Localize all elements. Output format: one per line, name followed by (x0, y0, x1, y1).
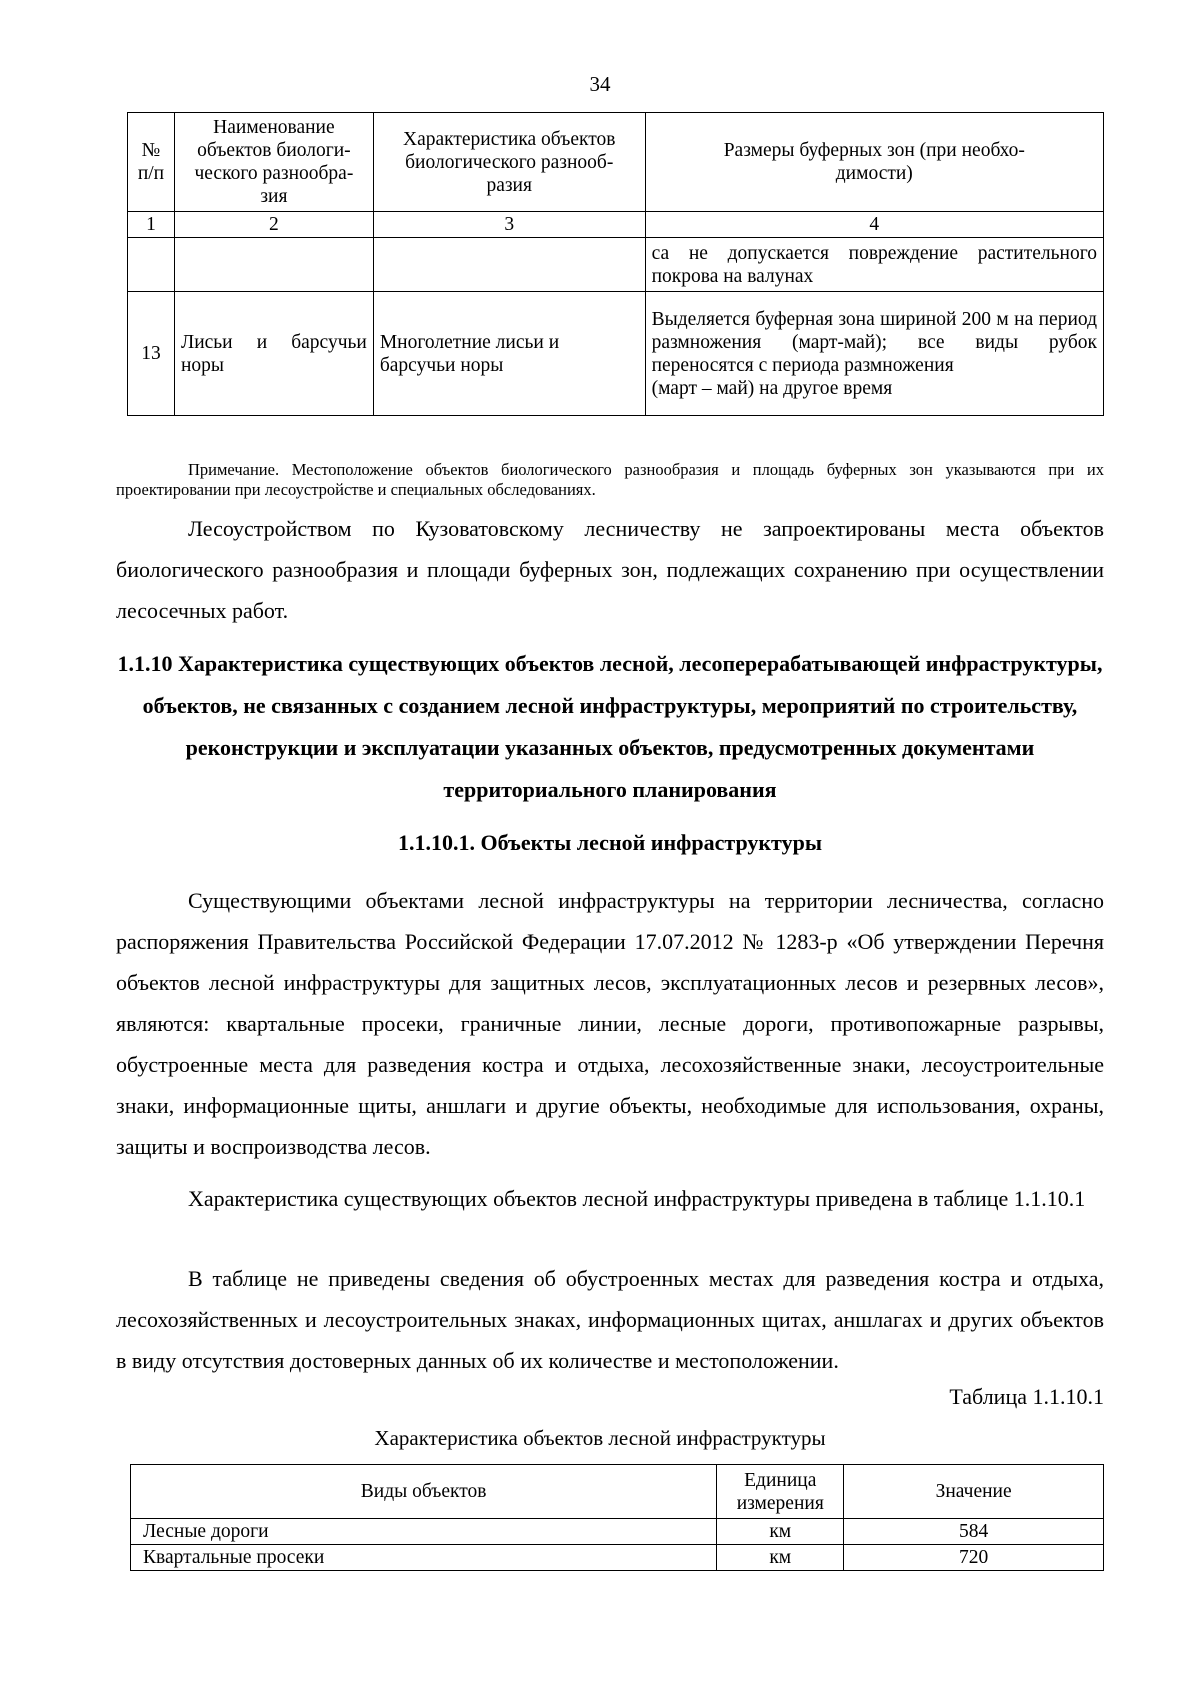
header-unit (717, 1465, 844, 1519)
paragraph: Лесоустройством по Кузоватовскому лесничеству не запроектированы места объектов биологического разнообразия и площади буферных зон, подлежащих сохранению при осуществлении лесосечных работ. (116, 516, 1104, 623)
table-caption: Характеристика объектов лесной инфраструктуры (374, 1426, 826, 1450)
header-text: разия (486, 174, 532, 196)
col-number: 4 (645, 212, 1103, 238)
table-number: Таблица 1.1.10.1 (949, 1384, 1104, 1409)
cell-num (128, 238, 175, 292)
biodiversity-table (127, 112, 1104, 416)
cell-name: Лисьи и барсучьи норы (174, 292, 373, 416)
header-name (174, 113, 373, 212)
col-number: 1 (128, 212, 175, 238)
header-type: Виды объектов (131, 1465, 717, 1519)
column-number-row (128, 212, 1104, 238)
table-header-row (131, 1465, 1104, 1519)
header-text: ческого разнообра- (194, 163, 354, 184)
header-text: биологического разнооб- (405, 151, 614, 173)
header-text: измерения (736, 1492, 824, 1514)
paragraph: Характеристика существующих объектов лесной инфраструктуры приведена в таблице 1.1.10.1 (188, 1186, 1086, 1211)
table-row (128, 292, 1104, 416)
header-buffer (645, 113, 1103, 212)
cell-characteristic (373, 238, 645, 292)
header-text: Наименование (213, 117, 335, 138)
table-header-row (128, 113, 1104, 212)
header-value: Значение (844, 1465, 1104, 1519)
paragraph: Существующими объектами лесной инфраструктуры на территории лесничества, согласно распоряжения Правительства Российской Федерации 17.07.2012 № 1283-р «Об утверждении Перечня объектов лесной инфраструктуры для защитных лесов, эксплуатационных лесов и резервных лесов», являются: квартальные просеки, граничные линии, лесные дороги, противопожарные разрывы, обустроенные места для разведения костра и отдыха, лесохозяйственные знаки, лесоустроительные знаки, информационные щиты, аншлаги и другие объекты, необходимые для использования, охраны, защиты и воспроизводства лесов. (116, 888, 1104, 1159)
cell-value: 720 (844, 1545, 1104, 1571)
col-number: 2 (174, 212, 373, 238)
col-number: 3 (373, 212, 645, 238)
table-note: Примечание. Местоположение объектов биологического разнообразия и площадь буферных зон указываются при их проектировании при лесоустройстве и специальных обследованиях. (116, 460, 1104, 499)
paragraph: В таблице не приведены сведения об обустроенных местах для разведения костра и отдыха, лесохозяйственных и лесоустроительных знаках, информационных щитах, аншлагах и других объектов в виду отсутствия достоверных данных об их количестве и местоположении. (116, 1266, 1104, 1373)
table-row (131, 1545, 1104, 1571)
header-text: объектов биологи- (197, 140, 351, 161)
header-text: димости) (835, 163, 913, 184)
cell-type: Квартальные просеки (131, 1545, 717, 1571)
header-text: зия (260, 186, 288, 207)
cell-value: 584 (844, 1519, 1104, 1545)
cell-unit: км (717, 1519, 844, 1545)
header-characteristic (373, 113, 645, 212)
cell-name (174, 238, 373, 292)
cell-unit: км (717, 1545, 844, 1571)
header-text: Размеры буферных зон (при необхо- (723, 140, 1025, 161)
section-heading: 1.1.10 Характеристика существующих объектов лесной, лесоперерабатывающей инфраструктуры, объектов, не связанных с созданием лесной инфраструктуры, мероприятий по строительству, реконструкции и эксплуатации указанных объектов, предусмотренных документами территориального планирования (117, 651, 1103, 802)
table-row (131, 1519, 1104, 1545)
infrastructure-table (130, 1464, 1104, 1571)
cell-buffer (645, 292, 1103, 416)
subsection-heading: 1.1.10.1. Объекты лесной инфраструктуры (397, 830, 822, 855)
cell-characteristic: Многолетние лисьи и барсучьи норы (373, 292, 645, 416)
cell-buffer: са не допускается повреждение растительного покрова на валунах (645, 238, 1103, 292)
table-row (128, 238, 1104, 292)
header-text: Единица (744, 1469, 817, 1491)
buffer-text: Выделяется буферная зона шириной 200 м на период размножения (март-май); все виды рубок переносятся с периода размножения (651, 308, 1097, 376)
cell-num: 13 (128, 292, 175, 416)
header-num (128, 113, 175, 212)
buffer-text-tail: (март – май) на другое время (651, 377, 893, 399)
header-text: Характеристика объектов (403, 128, 616, 150)
page-number: 34 (589, 72, 611, 96)
header-text: № (141, 140, 161, 161)
header-text: п/п (137, 163, 165, 184)
cell-type: Лесные дороги (131, 1519, 717, 1545)
